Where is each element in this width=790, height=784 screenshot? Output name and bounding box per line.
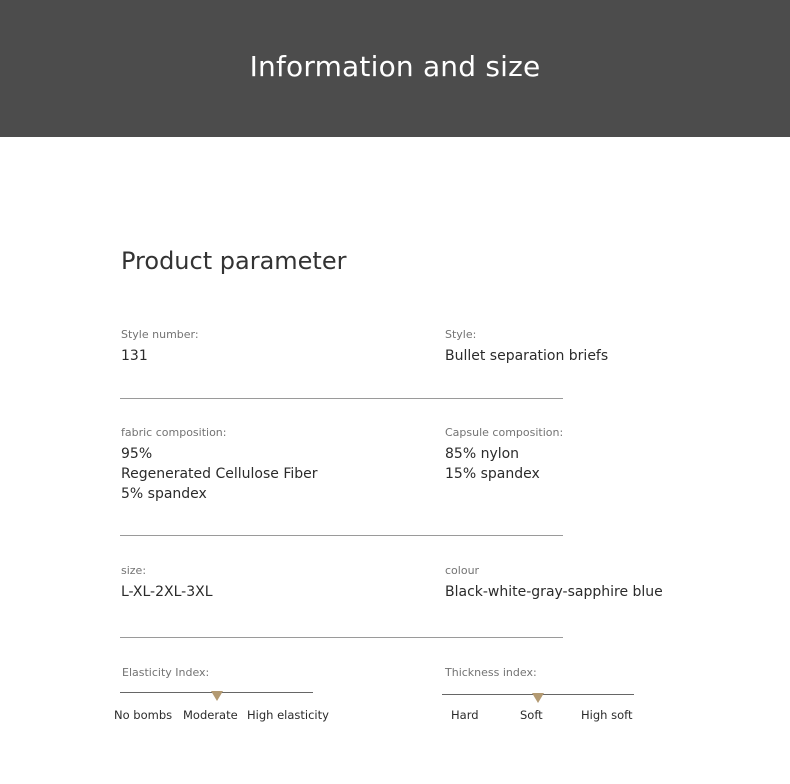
header-title: Information and size	[249, 50, 541, 83]
capsule-composition-label: Capsule composition:	[445, 426, 564, 439]
thickness-tick-label: High soft	[581, 708, 633, 722]
style-label: Style:	[445, 328, 477, 341]
divider	[120, 535, 563, 536]
capsule-composition-line: 15% spandex	[445, 466, 540, 482]
divider	[120, 637, 563, 638]
capsule-composition-line: 85% nylon	[445, 446, 520, 462]
elasticity-tick-label: Moderate	[183, 708, 238, 722]
colour-label: colour	[445, 564, 480, 577]
fabric-composition-label: fabric composition:	[121, 426, 227, 439]
style-value: Bullet separation briefs	[445, 348, 609, 364]
thickness-level-marker	[532, 693, 544, 703]
style-number-value: 131	[121, 348, 148, 364]
thickness-index-label: Thickness index:	[445, 666, 537, 679]
elasticity-tick-label: No bombs	[114, 708, 173, 722]
elasticity-index-label: Elasticity Index:	[122, 666, 210, 679]
fabric-composition-line: 95%	[121, 446, 153, 462]
fabric-composition-line: 5% spandex	[121, 486, 207, 502]
style-number-label: Style number:	[121, 328, 199, 341]
elasticity-tick-label: High elasticity	[247, 708, 329, 722]
elasticity-level-marker	[211, 691, 223, 701]
header-banner	[0, 0, 790, 137]
section-title: Product parameter	[121, 247, 347, 275]
thickness-tick-label: Hard	[451, 708, 479, 722]
thickness-tick-label: Soft	[520, 708, 543, 722]
divider	[120, 398, 563, 399]
size-label: size:	[121, 564, 147, 577]
fabric-composition-line: Regenerated Cellulose Fiber	[121, 466, 318, 482]
colour-value: Black-white-gray-sapphire blue	[445, 584, 663, 600]
size-value: L-XL-2XL-3XL	[121, 584, 213, 600]
